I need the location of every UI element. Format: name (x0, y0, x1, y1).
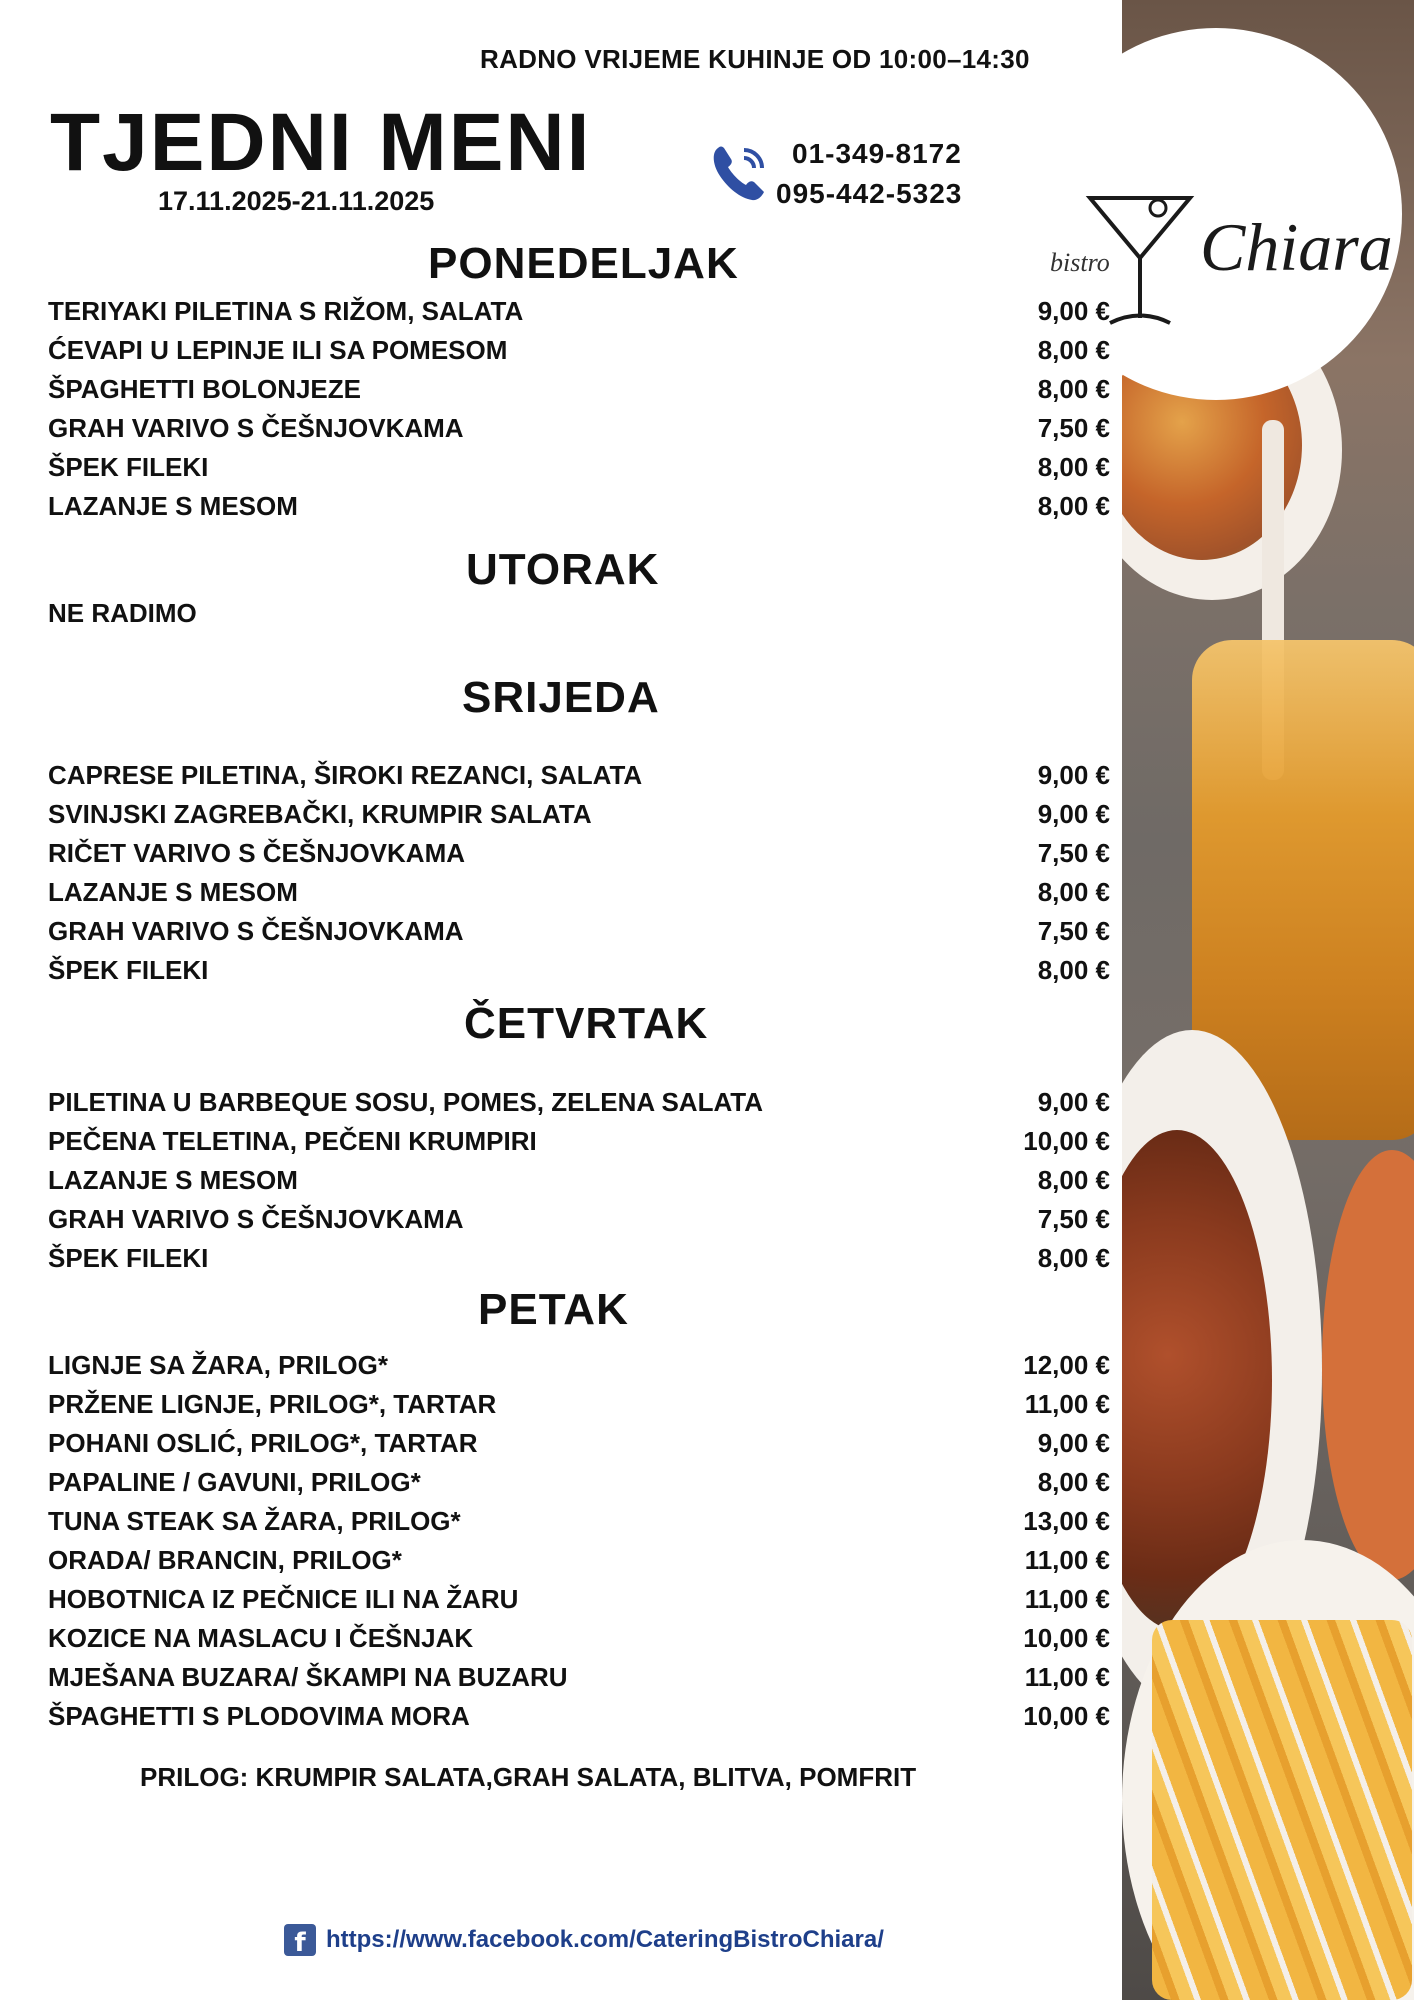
item-price: 8,00 € (1037, 1467, 1110, 1497)
item-price: 7,50 € (1037, 413, 1110, 443)
menu-item (48, 296, 1110, 330)
menu-item (48, 374, 1110, 408)
phone-number-2[interactable]: 095-442-5323 (776, 178, 963, 209)
menu-item (48, 491, 1110, 525)
item-name: LAZANJE S MESOM (48, 1165, 298, 1195)
item-price: 8,00 € (1037, 877, 1110, 907)
day-heading-utorak: UTORAK (466, 545, 660, 594)
menu-item (48, 452, 1110, 486)
item-name: LAZANJE S MESOM (48, 491, 298, 521)
item-name: PAPALINE / GAVUNI, PRILOG* (48, 1467, 421, 1497)
item-price: 9,00 € (1037, 760, 1110, 790)
item-price: 12,00 € (1023, 1350, 1110, 1380)
facebook-link[interactable] (284, 1924, 884, 1956)
item-name: PRŽENE LIGNJE, PRILOG*, TARTAR (48, 1389, 497, 1419)
item-name: SVINJSKI ZAGREBAČKI, KRUMPIR SALATA (48, 799, 592, 829)
item-name: TERIYAKI PILETINA S RIŽOM, SALATA (48, 296, 524, 326)
menu-item (48, 1506, 1110, 1540)
day-heading-srijeda: SRIJEDA (462, 673, 660, 722)
item-name: GRAH VARIVO S ČEŠNJOVKAMA (48, 413, 464, 443)
menu-item (48, 838, 1110, 872)
menu-item (48, 1623, 1110, 1657)
menu-item (48, 1126, 1110, 1160)
day-heading-cetvrtak: ČETVRTAK (464, 999, 709, 1048)
menu-item (48, 1584, 1110, 1618)
item-name: PEČENA TELETINA, PEČENI KRUMPIRI (48, 1126, 537, 1156)
item-name: ŠPEK FILEKI (48, 452, 209, 482)
item-name: KOZICE NA MASLACU I ČEŠNJAK (48, 1623, 474, 1653)
item-name: PILETINA U BARBEQUE SOSU, POMES, ZELENA SALATA (48, 1087, 764, 1117)
item-name: LIGNJE SA ŽARA, PRILOG* (48, 1350, 388, 1380)
closed-note: NE RADIMO (48, 598, 197, 628)
item-name: CAPRESE PILETINA, ŠIROKI REZANCI, SALATA (48, 760, 643, 790)
side-dish-note: PRILOG: KRUMPIR SALATA,GRAH SALATA, BLITVA, POMFRIT (140, 1762, 917, 1792)
date-range: 17.11.2025-21.11.2025 (158, 186, 435, 216)
menu-item (48, 1165, 1110, 1199)
menu-item (48, 955, 1110, 989)
page-title: TJEDNI MENI (50, 97, 592, 188)
item-price: 11,00 € (1024, 1389, 1110, 1419)
item-price: 9,00 € (1037, 799, 1110, 829)
menu-item (48, 1467, 1110, 1501)
menu-item (48, 760, 1110, 794)
menu-item (48, 799, 1110, 833)
item-price: 10,00 € (1023, 1701, 1110, 1731)
item-price: 11,00 € (1024, 1545, 1110, 1575)
item-price: 9,00 € (1037, 296, 1110, 326)
item-price: 11,00 € (1024, 1584, 1110, 1614)
item-name: HOBOTNICA IZ PEČNICE ILI NA ŽARU (48, 1584, 519, 1614)
menu-item (48, 1545, 1110, 1579)
item-price: 7,50 € (1037, 838, 1110, 868)
facebook-url[interactable]: https://www.facebook.com/CateringBistroChiara/ (326, 1926, 884, 1953)
menu-item (48, 1428, 1110, 1462)
item-price: 7,50 € (1037, 1204, 1110, 1234)
item-name: LAZANJE S MESOM (48, 877, 298, 907)
menu-item (48, 1350, 1110, 1384)
menu-item (48, 1662, 1110, 1696)
item-price: 10,00 € (1023, 1623, 1110, 1653)
item-name: GRAH VARIVO S ČEŠNJOVKAMA (48, 916, 464, 946)
item-name: ŠPAGHETTI BOLONJEZE (48, 374, 361, 404)
logo-small-text: bistro (1050, 248, 1110, 277)
item-price: 9,00 € (1037, 1428, 1110, 1458)
item-price: 13,00 € (1023, 1506, 1110, 1536)
item-price: 8,00 € (1037, 335, 1110, 365)
menu-item (48, 1701, 1110, 1735)
phone-icon (708, 142, 770, 204)
day-heading-ponedeljak: PONEDELJAK (428, 239, 739, 288)
item-price: 8,00 € (1037, 452, 1110, 482)
item-name: ORADA/ BRANCIN, PRILOG* (48, 1545, 402, 1575)
item-price: 9,00 € (1037, 1087, 1110, 1117)
menu-item (48, 335, 1110, 369)
menu-item (48, 877, 1110, 911)
logo-brand-text: Chiara (1200, 209, 1393, 285)
menu-item (48, 1243, 1110, 1277)
item-name: RIČET VARIVO S ČEŠNJOVKAMA (48, 838, 466, 868)
menu-item (48, 1389, 1110, 1423)
item-name: ŠPEK FILEKI (48, 955, 209, 985)
item-price: 8,00 € (1037, 374, 1110, 404)
item-price: 10,00 € (1023, 1126, 1110, 1156)
menu-item (48, 1087, 1110, 1121)
item-price: 11,00 € (1024, 1662, 1110, 1692)
item-price: 7,50 € (1037, 916, 1110, 946)
item-name: TUNA STEAK SA ŽARA, PRILOG* (48, 1506, 461, 1536)
item-name: MJEŠANA BUZARA/ ŠKAMPI NA BUZARU (48, 1662, 568, 1692)
item-name: GRAH VARIVO S ČEŠNJOVKAMA (48, 1204, 464, 1234)
item-name: ŠPAGHETTI S PLODOVIMA MORA (48, 1701, 470, 1731)
item-price: 8,00 € (1037, 955, 1110, 985)
menu-item (48, 1204, 1110, 1238)
item-price: 8,00 € (1037, 491, 1110, 521)
day-heading-petak: PETAK (478, 1285, 629, 1334)
phone-number-1[interactable]: 01-349-8172 (792, 138, 962, 169)
item-price: 8,00 € (1037, 1243, 1110, 1273)
item-price: 8,00 € (1037, 1165, 1110, 1195)
menu-item (48, 916, 1110, 950)
menu-item (48, 413, 1110, 447)
item-name: POHANI OSLIĆ, PRILOG*, TARTAR (48, 1428, 478, 1458)
kitchen-hours: RADNO VRIJEME KUHINJE OD 10:00–14:30 (480, 44, 1030, 74)
facebook-icon: f (284, 1924, 316, 1956)
item-name: ĆEVAPI U LEPINJE ILI SA POMESOM (48, 335, 508, 365)
item-name: ŠPEK FILEKI (48, 1243, 209, 1273)
